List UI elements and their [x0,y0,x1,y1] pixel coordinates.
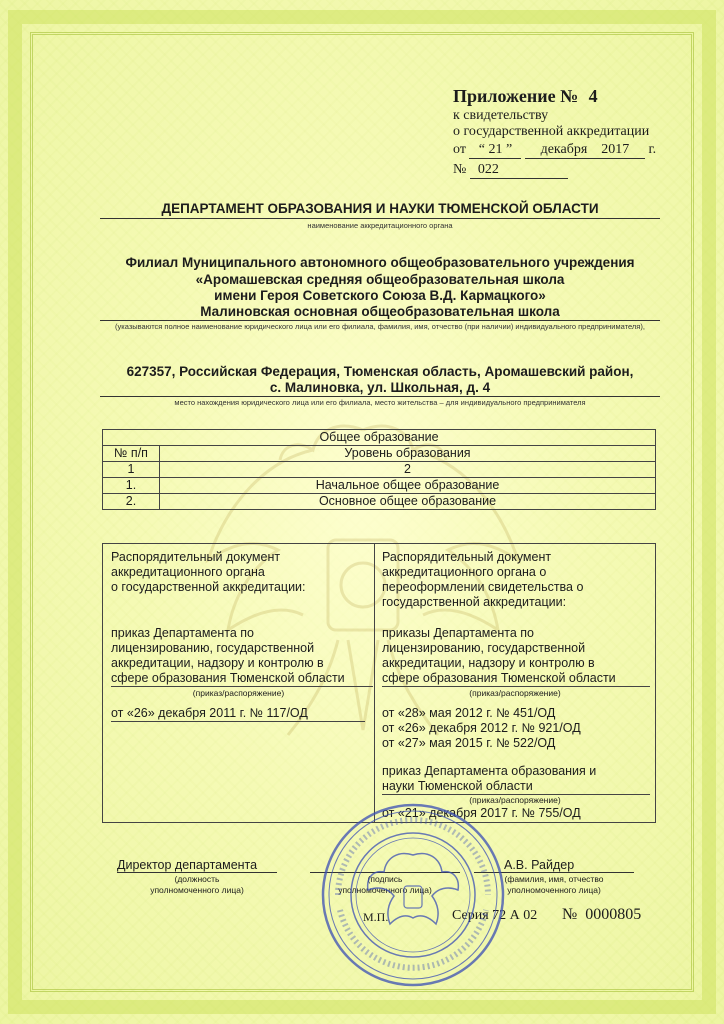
appendix-title-prefix: Приложение № [453,86,579,106]
form-number [562,906,641,924]
index-cell-1: 1 [103,462,160,478]
right-date-3: от «27» мая 2015 г. № 522/ОД [382,736,556,750]
right-order-line3: аккредитации, надзору и контролю в [382,656,595,670]
left-order-line4: сфере образования Тюменской области [111,671,373,687]
right-date-2: от «26» декабря 2012 г. № 921/ОД [382,721,581,735]
left-heading [111,550,369,595]
org-line1: Филиал Муниципального автономного общеобразовательного учреждения [125,255,635,270]
index-cell-2: 2 [160,462,656,478]
official-stamp [318,800,508,990]
right-order-line4: сфере образования Тюменской области [382,671,650,687]
left-order-line1: приказ Департамента по [111,626,254,640]
sign-caption-line2: уполномоченного лица) [338,885,432,895]
certificate-number: 022 [470,162,568,179]
appendix-title [453,86,598,107]
date-day-field [469,142,521,159]
col-header-level: Уровень образования [160,446,656,462]
left-heading-line1: Распорядительный документ [111,550,281,564]
org-line4: Малиновская основная общеобразовательная школа [200,304,560,319]
table-header-row [103,430,656,446]
form-series: Серия 72 А 02 [452,908,538,923]
row-level: Основное общее образование [160,494,656,510]
right-heading-line3: переоформлении свидетельства о [382,580,584,594]
right-date-4: от «21» декабря 2017 г. № 755/ОД [382,806,581,820]
authority-rule [100,218,660,219]
row-num: 2. [103,494,160,510]
org-caption: (указываются полное наименование юридического лица или его филиала, фамилия, имя, отчество (при наличии) индивидуального предпринимателя), [115,322,645,331]
right-date-1: от «28» мая 2012 г. № 451/ОД [382,706,556,720]
org-line2: «Аромашевская средняя общеобразовательная школа [195,272,565,287]
right-heading-line4: государственной аккредитации: [382,595,567,609]
address-line1: 627357, Российская Федерация, Тюменская область, Аромашевский район, [126,364,634,379]
table-header: Общее образование [103,430,656,446]
left-order-line2: лицензированию, государственной [111,641,315,655]
date-quote-close: ” [505,142,513,157]
signatory-name: А.В. Райдер [474,858,634,873]
form-number-prefix: № [562,906,578,923]
right-heading [382,550,652,610]
left-heading-line2: аккредитационного органа [111,565,265,579]
address-caption: место нахождения юридического лица или его филиала, место жительства – для индивидуального предпринимателя [174,398,586,407]
date-year: 2017 [601,142,630,157]
name-caption-line1: (фамилия, имя, отчество [504,874,604,884]
left-order-caption: (приказ/распоряжение) [192,688,285,698]
right-order2 [382,764,650,795]
date-day: 21 [488,142,503,157]
authority-caption: наименование аккредитационного органа [307,221,453,230]
signatory-position: Директор департамента [117,858,277,873]
right-heading-line1: Распорядительный документ [382,550,552,564]
address-rule [100,396,660,397]
right-order2-line2: науки Тюменской области [382,779,650,795]
appendix-date [453,142,656,159]
date-month-year [525,142,645,159]
table-column-header-row [103,446,656,462]
appendix-number: 4 [588,86,598,106]
table-row [103,494,656,510]
org-rule [100,320,660,321]
left-order-date: от «26» декабря 2011 г. № 117/ОД [111,706,365,722]
right-order2-caption: (приказ/распоряжение) [469,795,561,805]
authority-name: ДЕПАРТАМЕНТ ОБРАЗОВАНИЯ И НАУКИ ТЮМЕНСКОЙ ОБЛАСТИ [161,201,599,216]
row-num: 1. [103,478,160,494]
position-caption [117,874,277,896]
table-index-row [103,462,656,478]
right-order2-line1: приказ Департамента образования и [382,764,597,778]
left-heading-line3: о государственной аккредитации: [111,580,306,594]
table-row [103,478,656,494]
right-order-line1: приказы Департамента по [382,626,534,640]
col-header-num: № п/п [103,446,160,462]
date-quote-open: “ [478,142,485,157]
appendix-line2: о государственной аккредитации [453,124,650,139]
date-prefix: от [453,142,466,157]
form-number-value: 0000805 [585,906,642,923]
address-line2: с. Малиновка, ул. Школьная, д. 4 [269,380,491,395]
right-heading-line2: аккредитационного органа о [382,565,547,579]
date-suffix: г. [648,142,657,157]
documents-box [102,543,656,823]
appendix-line1: к свидетельству [453,108,549,123]
left-order-line3: аккредитации, надзору и контролю в [111,656,324,670]
appendix-number-line [453,162,568,179]
number-prefix: № [453,162,467,177]
right-order-caption: (приказ/распоряжение) [469,688,561,698]
row-level: Начальное общее образование [160,478,656,494]
education-levels-table [102,429,656,510]
left-order [111,626,373,687]
right-order [382,626,650,687]
right-order-line2: лицензированию, государственной [382,641,586,655]
sign-caption-line1: (подпись [367,874,403,884]
date-month: декабря [540,142,588,157]
seal-label: М.П. [363,910,389,924]
position-caption-line2: уполномоченного лица) [150,885,244,895]
org-line3: имени Героя Советского Союза В.Д. Кармацкого» [214,288,546,303]
name-caption-line2: уполномоченного лица) [507,885,601,895]
right-order-dates [382,706,650,751]
documents-divider [374,544,375,822]
position-caption-line1: (должность [174,874,220,884]
